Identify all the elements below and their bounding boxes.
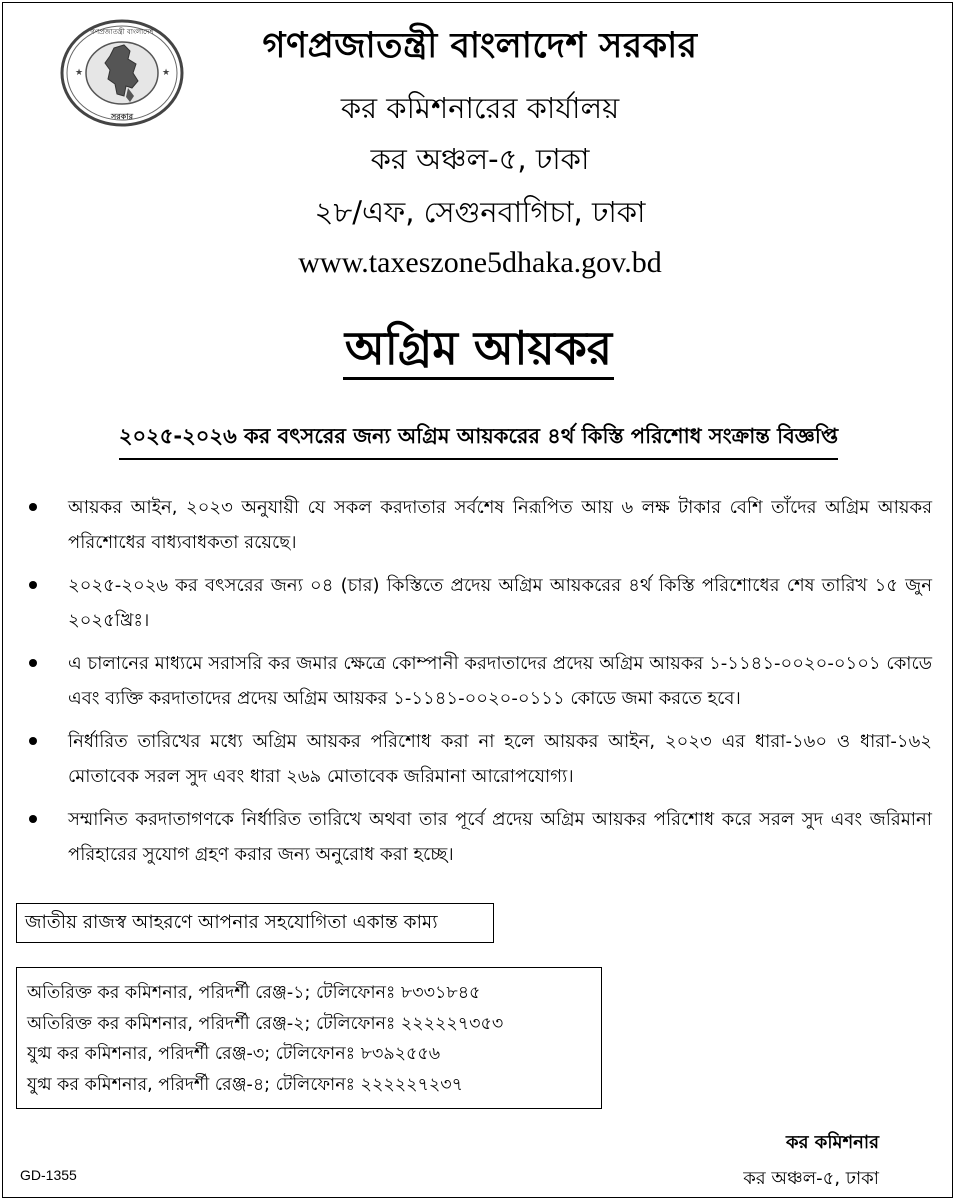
notice-subtitle: ২০২৫-২০২৬ কর বৎসরের জন্য অগ্রিম আয়করের ৪র্থ কিস্তি পরিশোধ সংক্রান্ত বিজ্ঞপ্তি (119, 420, 838, 460)
notice-bullet-list (20, 490, 932, 880)
tax-zone: কর অঞ্চল-৫, ঢাকা (370, 142, 590, 176)
government-seal-logo (58, 18, 186, 128)
contacts-box (16, 967, 602, 1109)
signature-block (743, 1128, 879, 1194)
government-name: গণপ্রজাতন্ত্রী বাংলাদেশ সরকার (262, 26, 698, 66)
office-address: ২৮/এফ, সেগুনবাগিচা, ঢাকা (314, 195, 646, 229)
bullet-dot-icon (29, 581, 37, 589)
bullet-item (20, 490, 932, 560)
svg-text:★: ★ (162, 68, 171, 78)
bullet-dot-icon (29, 659, 37, 667)
bullet-item (20, 568, 932, 638)
bullet-text: ২০২৫-২০২৬ কর বৎসরের জন্য ০৪ (চার) কিস্তিতে প্রদেয় অগ্রিম আয়করের ৪র্থ কিস্তি পরিশোধের শেষ তারিখ ১৫ জুন ২০২৫খ্রিঃ। (68, 575, 932, 631)
bullet-dot-icon (29, 737, 37, 745)
bullet-text: এ চালানের মাধ্যমে সরাসরি কর জমার ক্ষেত্রে কোম্পানী করদাতাদের প্রদেয় অগ্রিম আয়কর ১-১১৪১-০০২০-০১০১ কোডে এবং ব্যক্তি করদাতাদের প্রদেয় অগ্রিম আয়কর ১-১১৪১-০০২০-০১১১ কোডে জমা করতে হবে। (68, 653, 932, 709)
website-url: www.taxeszone5dhaka.gov.bd (298, 246, 662, 279)
contact-line: অতিরিক্ত কর কমিশনার, পরিদর্শী রেঞ্জ-২; টেলিফোনঃ ২২২২২৭৩৫৩ (27, 1013, 504, 1034)
bullet-item (20, 724, 932, 794)
bullet-item (20, 646, 932, 716)
svg-text:গণপ্রজাতন্ত্রী বাংলাদেশ: গণপ্রজাতন্ত্রী বাংলাদেশ (90, 28, 154, 36)
notice-title: অগ্রিম আয়কর (343, 322, 614, 380)
bullet-item (20, 802, 932, 872)
office-name: কর কমিশনারের কার্যালয় (340, 91, 620, 125)
contact-line: যুগ্ম কর কমিশনার, পরিদর্শী রেঞ্জ-৪; টেলিফোনঃ ২২২২২৭২৩৭ (27, 1074, 463, 1095)
signatory-title: কর কমিশনার (785, 1132, 879, 1153)
bullet-dot-icon (29, 815, 37, 823)
appeal-box: জাতীয় রাজস্ব আহরণে আপনার সহযোগিতা একান্ত কাম্য (16, 903, 494, 943)
footer-code: GD-1355 (20, 1167, 77, 1183)
bullet-dot-icon (29, 503, 37, 511)
signatory-office: কর অঞ্চল-৫, ঢাকা (743, 1168, 879, 1189)
bullet-text: আয়কর আইন, ২০২৩ অনুযায়ী যে সকল করদাতার সর্বশেষ নিরূপিত আয় ৬ লক্ষ টাকার বেশি তাঁদের অগ্রিম আয়কর পরিশোধের বাধ্যবাধকতা রয়েছে। (68, 497, 932, 553)
contact-line: যুগ্ম কর কমিশনার, পরিদর্শী রেঞ্জ-৩; টেলিফোনঃ ৮৩৯২৫৫৬ (27, 1044, 441, 1064)
svg-text:সরকার: সরকার (110, 112, 134, 121)
svg-text:★: ★ (75, 68, 84, 78)
contact-line: অতিরিক্ত কর কমিশনার, পরিদর্শী রেঞ্জ-১; টেলিফোনঃ ৮৩৩১৮৪৫ (27, 983, 481, 1003)
bullet-text: নির্ধারিত তারিখের মধ্যে অগ্রিম আয়কর পরিশোধ করা না হলে আয়কর আইন, ২০২৩ এর ধারা-১৬০ ও ধারা-১৬২ মোতাবেক সরল সুদ এবং ধারা ২৬৯ মোতাবেক জরিমানা আরোপযোগ্য। (68, 731, 932, 787)
bullet-text: সম্মানিত করদাতাগণকে নির্ধারিত তারিখে অথবা তার পূর্বে প্রদেয় অগ্রিম আয়কর পরিশোধ করে সরল সুদ এবং জরিমানা পরিহারের সুযোগ গ্রহণ করার জন্য অনুরোধ করা হচ্ছে। (68, 809, 932, 865)
seal-emblem-icon (58, 18, 186, 128)
